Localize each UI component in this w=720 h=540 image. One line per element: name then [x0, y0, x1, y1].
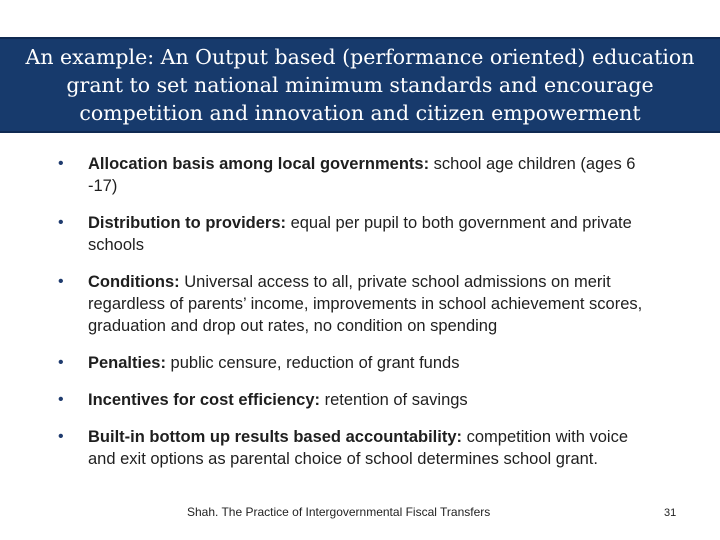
bullet-marker: • [58, 428, 64, 445]
bullet-label: Conditions: [88, 273, 180, 291]
footer-citation: Shah. The Practice of Intergovernmental Fiscal Transfers [187, 505, 491, 519]
bullet-text: retention of savings [320, 391, 468, 409]
bullet-text: Universal access to all, private school admissions on merit regardless of parents’ income, improvements in school achievement scores, graduation and drop out rates, no condition on spending [88, 273, 643, 335]
bullet-incentives [58, 389, 658, 411]
bullet-label: Incentives for cost efficiency: [88, 391, 320, 409]
bullet-accountability [58, 426, 658, 470]
bullet-text: competition with voice and exit options as parental choice of school determines school grant. [88, 428, 629, 468]
bullet-label: Allocation basis among local governments: [88, 155, 430, 173]
bullet-marker: • [58, 391, 64, 408]
bullet-marker: • [58, 155, 64, 172]
title-banner [0, 37, 720, 133]
bullet-text: equal per pupil to both government and private schools [88, 214, 632, 254]
bullet-label: Penalties: [88, 354, 166, 372]
bullet-label: Built-in bottom up results based accountability: [88, 428, 463, 446]
bullet-penalties [58, 352, 658, 374]
bullet-marker: • [58, 354, 64, 371]
bullet-distribution [58, 212, 658, 256]
bullet-text: public censure, reduction of grant funds [165, 354, 460, 372]
bullet-text: school age children (ages 6 -17) [88, 155, 636, 195]
bullet-label: Distribution to providers: [88, 214, 286, 232]
bullet-conditions [58, 271, 658, 337]
bullet-marker: • [58, 273, 64, 290]
page-number: 31 [664, 507, 677, 519]
slide-title: An example: An Output based (performance oriented) education grant to set national minimum standards and encourage competition and innovation and citizen empowerment [25, 45, 695, 125]
bullet-list [58, 150, 658, 470]
bullet-allocation-basis [58, 153, 658, 197]
bullet-marker: • [58, 214, 64, 231]
